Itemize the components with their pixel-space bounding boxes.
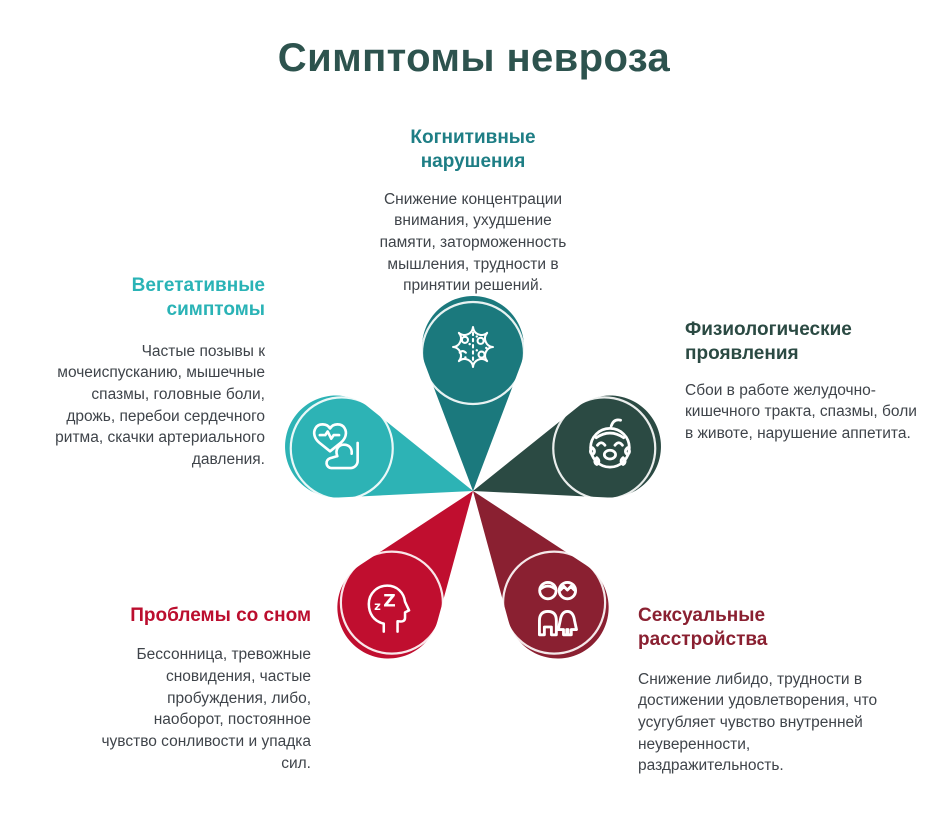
section-body-physiological: Сбои в работе желудочно-кишечного тракта, спазмы, боли в животе, нарушение аппетита. (685, 381, 917, 442)
svg-text:Z: Z (383, 591, 396, 612)
section-body-vegetative: Частые позывы к мочеиспусканию, мышечные спазмы, головные боли, дрожь, перебои сердечного ритма, скачки артериального давления. (55, 342, 265, 469)
section-heading-physiological: Физиологические проявления (685, 319, 852, 365)
section-vegetative (45, 274, 265, 471)
petal-sleep (337, 491, 473, 658)
section-heading-vegetative: Вегетативные симптомы (131, 275, 265, 321)
petal-cognitive (422, 296, 524, 491)
section-heading-sleep: Проблемы со сном (130, 605, 311, 626)
section-physiological (685, 318, 923, 445)
petal-shape-sleep (337, 491, 473, 658)
section-body-sleep: Бессонница, тревожные сновидения, частые пробуждения, либо, наоборот, постоянное чувство сонливости и упадка сил. (101, 646, 311, 772)
petal-shape-cognitive (422, 296, 524, 491)
section-sleep (96, 604, 311, 774)
section-heading-sexual: Сексуальные расстройства (638, 605, 768, 651)
petal-sexual (473, 491, 609, 658)
section-heading-cognitive: Когнитивные нарушения (410, 127, 536, 173)
section-body-cognitive: Снижение концентрации внимания, ухудшение памяти, заторможенность мышления, трудности в принятии решений. (379, 190, 567, 295)
section-sexual (638, 604, 886, 777)
page-title: Симптомы невроза (277, 36, 671, 80)
svg-text:z: z (374, 598, 381, 613)
section-cognitive (353, 126, 593, 297)
section-body-sexual: Снижение либидо, трудности в достижении удовлетворения, что усугубляет чувство внутренней неуверенности, раздражительность. (638, 670, 878, 775)
